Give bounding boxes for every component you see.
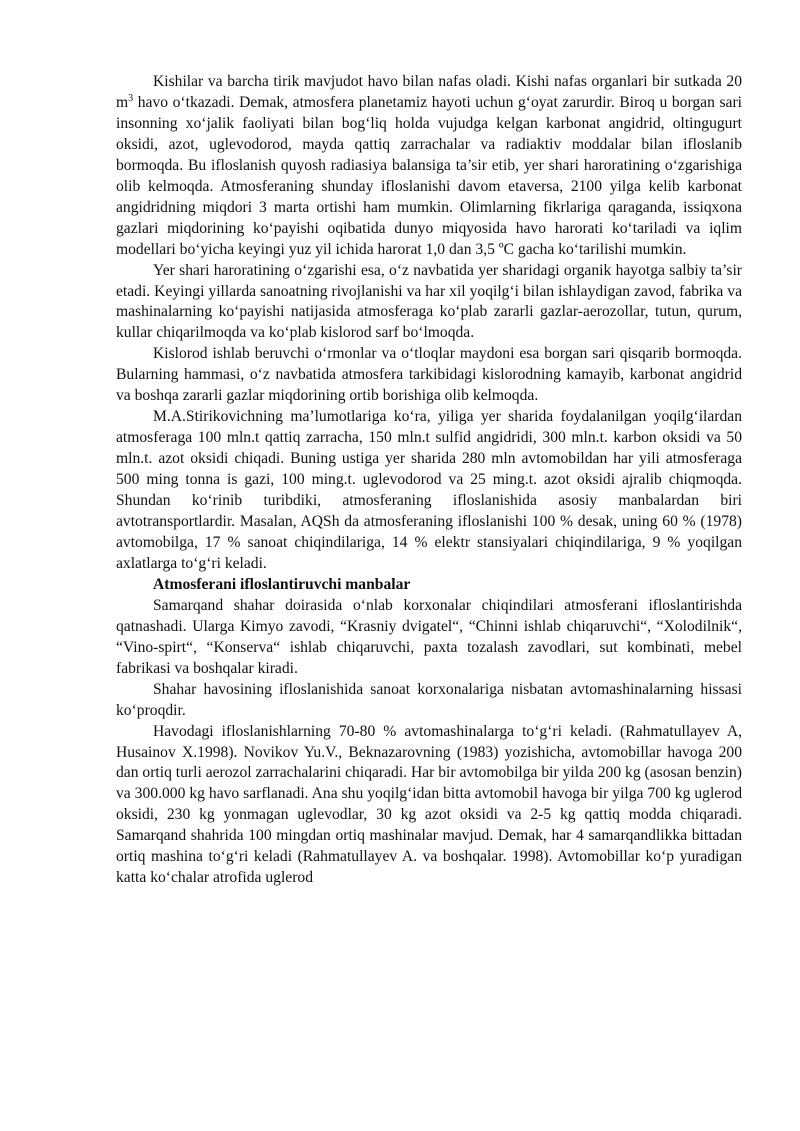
- paragraph-temperature-change: Yer shari haroratining o‘zgarishi esa, o‘z navbatida yer sharidagi organik hayotga salbiy ta’sir etadi. Keyingi yillarda sanoatning rivojlanishi va har xil yoqilg‘i bilan ishlaydigan zavod, fabrika va mashinalarning ko‘payishi natijasida atmosferaga ko‘plab zararli gazlar-aerozollar, tutun, qurum, kullar chiqarilmoqda va ko‘plab kislorod sarf bo‘lmoqda.: [116, 261, 742, 342]
- superscript-cubed: 3: [128, 92, 134, 104]
- paragraph-city-air: Shahar havosining ifloslanishida sanoat korxonalariga nisbatan avtomashinalarning hissasi ko‘proqdir.: [116, 680, 742, 719]
- paragraph-stirikovich-data: M.A.Stirikovichning ma’lumotlariga ko‘ra, yiliga yer sharida foydalanilgan yoqilg‘ilardan atmosferaga 100 mln.t qattiq zarracha, 150 mln.t sulfid angidridi, 300 mln.t. karbon oksidi va 50 mln.t. azot oksidi chiqadi. Buning ustiga yer sharida 280 mln avtomobildan har yili atmosferaga 500 ming tonna is gazi, 100 ming.t. uglevodorod va 25 ming.t. azot oksidi ajralib chiqmoqda. Shundan ko‘rinib turibdiki, atmosferaning ifloslanishida asosiy manbalardan biri avtotransportlardir. Masalan, AQSh da atmosferaning ifloslanishi 100 % desak, uning 60 % (1978) avtomobilga, 17 % sanoat chiqindilariga, 14 % elektr stansiyalari chiqindilariga, 9 % yoqilgan axlatlarga to‘g‘ri keladi.: [116, 408, 742, 572]
- paragraph-atmosphere-intro: [116, 72, 742, 261]
- section-heading: Atmosferani ifloslantiruvchi manbalar: [153, 575, 411, 593]
- paragraph-text: havo o‘tkazadi. Demak, atmosfera planetamiz hayoti uchun g‘oyat zarurdir. Biroq u borgan sari insonning xo‘jalik faoliyati bilan bog‘liq holda vujudga kelgan karbonat angidrid, oltingugurt oksidi, azot, uglevodorod, mayda qattiq zarrachalar va radiaktiv moddalar bilan ifloslanib bormoqda. Bu ifloslanish quyosh radiasiya balansiga ta’sir etib, yer shari haroratining o‘zgarishiga olib kelmoqda. Atmosferaning shunday ifloslanishi davom etaversa, 2100 yilga kelib karbonat angidridning miqdori 3 marta ortishi ham mumkin. Olimlarning fikrlariga qaraganda, issiqxona gazlari miqdorining ko‘payishi oqibatida dunyo miqyosida havo harorati ko‘tariladi va iqlim modellari bo‘yicha keyingi yuz yil ichida harorat 1,0 dan 3,5 ºC gacha ko‘tarilishi mumkin.: [116, 93, 742, 258]
- paragraph-text: Kishilar va barcha tirik mavjudot havo bilan nafas oladi. Kishi nafas organlari bir sutkada 20 m: [116, 73, 742, 111]
- paragraph-oxygen-forests: Kislorod ishlab beruvchi o‘rmonlar va o‘tloqlar maydoni esa borgan sari qisqarib bormoqda. Bularning hammasi, o‘z navbatida atmosfera tarkibidagi kislorodning kamayib, karbonat angidrid va boshqa zararli gazlar miqdorining ortib borishiga olib kelmoqda.: [116, 345, 742, 405]
- paragraph-vehicle-emissions: Havodagi ifloslanishlarning 70-80 % avtomashinalarga to‘g‘ri keladi. (Rahmatullayev A, Husainov X.1998). Novikov Yu.V., Beknazarovning (1983) yozishicha, avtomobillar havoga 200 dan ortiq turli aerozol zarrachalarini chiqaradi. Har bir avtomobilga bir yilda 200 kg (asosan benzin) va 300.000 kg havo sarflanadi. Ana shu yoqilg‘idan bitta avtomobil havoga bir yilga 700 kg uglerod oksidi, 230 kg yonmagan uglevodlar, 30 kg azot oksidi va 2-5 kg qattiq modda chiqaradi. Samarqand shahrida 100 mingdan ortiq mashinalar mavjud. Demak, har 4 samarqandlikka bittadan ortiq mashina to‘g‘ri keladi (Rahmatullayev A. va boshqalar. 1998). Avtomobillar ko‘p yuradigan katta ko‘chalar atrofida uglerod: [116, 722, 742, 887]
- document-page: [116, 72, 742, 889]
- paragraph-samarkand-enterprises: Samarqand shahar doirasida o‘nlab korxonalar chiqindilari atmosferani ifloslantirishda qatnashadi. Ularga Kimyo zavodi, “Krasniy dvigatel“, “Chinni ishlab chiqaruvchi“, “Xolodilnik“, “Vino-spirt“, “Konserva“ ishlab chiqaruvchi, paxta tozalash zavodlari, sut kombinati, mebel fabrikasi va boshqalar kiradi.: [116, 596, 742, 677]
